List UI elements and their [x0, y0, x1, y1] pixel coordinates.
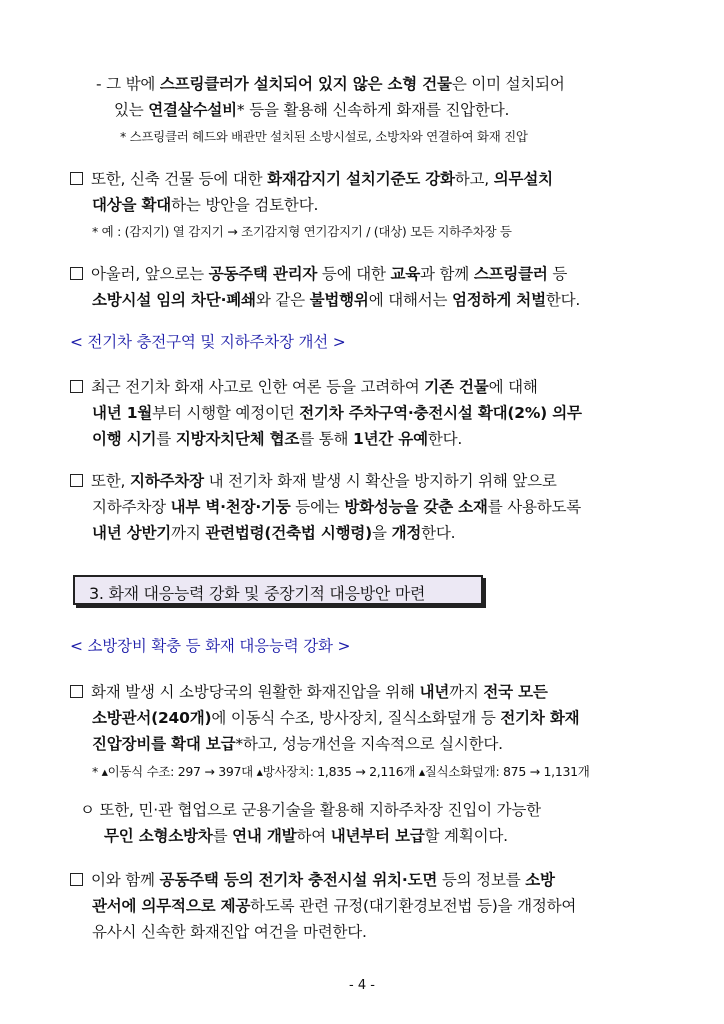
bold-text: 진압장비를 확대 보급	[92, 735, 236, 753]
bold-text: 내년	[419, 683, 450, 701]
section-heading-box	[73, 575, 483, 605]
bold-text: 연내 개발	[232, 827, 297, 845]
text: 하여	[296, 827, 331, 845]
text: 한다.	[421, 524, 456, 542]
bold-text: 불법행위	[309, 291, 369, 309]
text: 부터 시행할 예정이던	[152, 404, 300, 422]
bold-text: 소방시설 임의 차단·폐쇄	[92, 291, 256, 309]
text: 을	[372, 524, 392, 542]
bold-text: 관서에 의무적으로 제공	[92, 897, 251, 915]
section-title-ev: < 전기차 충전구역 및 지하주차장 개선 >	[70, 333, 346, 351]
text: 있는	[114, 101, 149, 119]
text: *하고, 성능개선을 지속적으로 실시한다.	[235, 735, 503, 753]
bold-text: 대상을 확대	[92, 196, 172, 214]
bold-text: 이행 시기	[92, 430, 157, 448]
p1-line-2	[114, 98, 509, 120]
text: * 등을 활용해 신속하게 화재를 진압한다.	[236, 101, 510, 119]
bold-text: 개정	[391, 524, 422, 542]
p1-line-1	[96, 72, 565, 94]
text: 또한, 신축 건물 등에 대한	[91, 170, 268, 188]
text: 이와 함께	[91, 871, 160, 889]
text: 하는 방안을 검토한다.	[171, 196, 319, 214]
bold-text: 내년 상반기	[92, 524, 172, 542]
text: 지하주차장	[92, 498, 171, 516]
text: 아울러, 앞으로는	[91, 265, 209, 283]
bold-text: 지하주차장	[130, 472, 204, 490]
p2-line-1	[70, 167, 553, 189]
text: 최근 전기차 화재 사고로 인한 여론 등을 고려하여	[91, 378, 425, 396]
section-heading: 3. 화재 대응능력 강화 및 중장기적 대응방안 마련	[89, 584, 426, 603]
text: 은 이미 설치되어	[451, 75, 565, 93]
bold-text: 무인 소형소방차	[104, 827, 213, 845]
p1-footnote: * 스프링클러 헤드와 배관만 설치된 소방시설로, 소방차와 연결하여 화재 진압	[120, 129, 528, 144]
text: 를	[156, 430, 176, 448]
p6-line-2	[92, 706, 579, 728]
checkbox-bullet-icon	[70, 267, 83, 280]
text: 또한,	[91, 472, 131, 490]
p3-line-2	[92, 288, 580, 310]
text: 등에 대한	[317, 265, 391, 283]
checkbox-bullet-icon	[70, 685, 83, 698]
bold-text: 연결살수설비	[148, 101, 237, 119]
bold-text: 공동주택 등의 전기차 충전시설 위치·도면	[159, 871, 438, 889]
p6-line-1	[70, 680, 548, 702]
bold-text: 내부 벽·천장·기둥	[170, 498, 291, 516]
checkbox-bullet-icon	[70, 172, 83, 185]
text: 화재 발생 시 소방당국의 원활한 화재진압을 위해	[91, 683, 420, 701]
bold-text: 소방관서(240개)	[92, 709, 212, 727]
text: 내 전기차 화재 발생 시 확산을 방지하기 위해 앞으로	[203, 472, 557, 490]
p5-line-3	[92, 521, 455, 543]
bold-text: 전기차 주차구역·충전시설 확대(2%) 의무	[299, 404, 582, 422]
p5-line-2	[92, 495, 581, 517]
bold-text: 공동주택 관리자	[208, 265, 318, 283]
text: 를	[212, 827, 233, 845]
bold-text: 스프링클러가 설치되어 있지 않은 소형 건물	[159, 75, 452, 93]
bold-text: 내년 1월	[92, 404, 153, 422]
p7-line-1: ㅇ 또한, 민·관 협업으로 군용기술을 활용해 지하주차장 진입이 가능한	[80, 801, 541, 819]
text: 를 사용하도록	[487, 498, 582, 516]
bold-text: 스프링클러	[473, 265, 548, 283]
bold-text: 방화성능을 갖춘 소재	[344, 498, 488, 516]
checkbox-bullet-icon	[70, 380, 83, 393]
p8-line-2	[92, 894, 576, 916]
text: 과 함께	[420, 265, 474, 283]
text: 에 대해	[488, 378, 538, 396]
bold-text: 교육	[390, 265, 421, 283]
text: 등의 정보를	[437, 871, 526, 889]
bold-text: 기존 건물	[424, 378, 489, 396]
p6-footnote: * ▴이동식 수조: 297 → 397대 ▴방사장치: 1,835 → 2,116개 ▴질식소화덮개: 875 → 1,131개	[92, 764, 590, 779]
text: 에 대해서는	[368, 291, 453, 309]
p4-line-3	[92, 427, 462, 449]
text: 등에는	[290, 498, 345, 516]
text: 한다.	[427, 430, 463, 448]
bold-text: 전국 모든	[483, 683, 548, 701]
bold-text: 관련법령(건축법 시행령)	[205, 524, 373, 542]
p4-line-1	[70, 375, 538, 397]
p7-line-2	[104, 824, 508, 846]
text: 에 이동식 수조, 방사장치, 질식소화덮개 등	[211, 709, 501, 727]
checkbox-bullet-icon	[70, 474, 83, 487]
p4-line-2	[92, 401, 582, 423]
text: - 그 밖에	[96, 75, 160, 93]
bold-text: 1년간 유예	[352, 430, 428, 448]
bold-text: 지방자치단체 협조	[175, 430, 300, 448]
bold-text: 화재감지기 설치기준도 강화	[267, 170, 455, 188]
p3-line-1	[70, 262, 567, 284]
bold-text: 내년부터 보급	[330, 827, 425, 845]
p2-footnote: * 예 : (감지기) 열 감지기 → 조기감지형 연기감지기 / (대상) 모든 지하주차장 등	[92, 224, 512, 239]
text: 한다.	[545, 291, 581, 309]
p5-line-1	[70, 469, 557, 491]
text: 까지	[449, 683, 484, 701]
text: 까지	[171, 524, 206, 542]
p8-line-1	[70, 868, 555, 890]
text: 할 계획이다.	[424, 827, 508, 845]
bold-text: 의무설치	[493, 170, 553, 188]
bold-text: 엄정하게 처벌	[452, 291, 546, 309]
bold-text: 전기차 화재	[500, 709, 580, 727]
p2-line-2	[92, 193, 318, 215]
text: 하도록 관련 규정(대기환경보전법 등)을 개정하여	[250, 897, 577, 915]
bold-text: 소방	[525, 871, 555, 889]
text: 하고,	[454, 170, 494, 188]
text: 와 같은	[255, 291, 310, 309]
section-title-firefighting: < 소방장비 확충 등 화재 대응능력 강화 >	[70, 637, 351, 655]
p8-line-3: 유사시 신속한 화재진압 여건을 마련한다.	[92, 923, 367, 941]
checkbox-bullet-icon	[70, 873, 83, 886]
page-number: - 4 -	[349, 978, 375, 993]
text: 등	[547, 265, 568, 283]
text: 를 통해	[299, 430, 353, 448]
p6-line-3	[92, 732, 503, 754]
